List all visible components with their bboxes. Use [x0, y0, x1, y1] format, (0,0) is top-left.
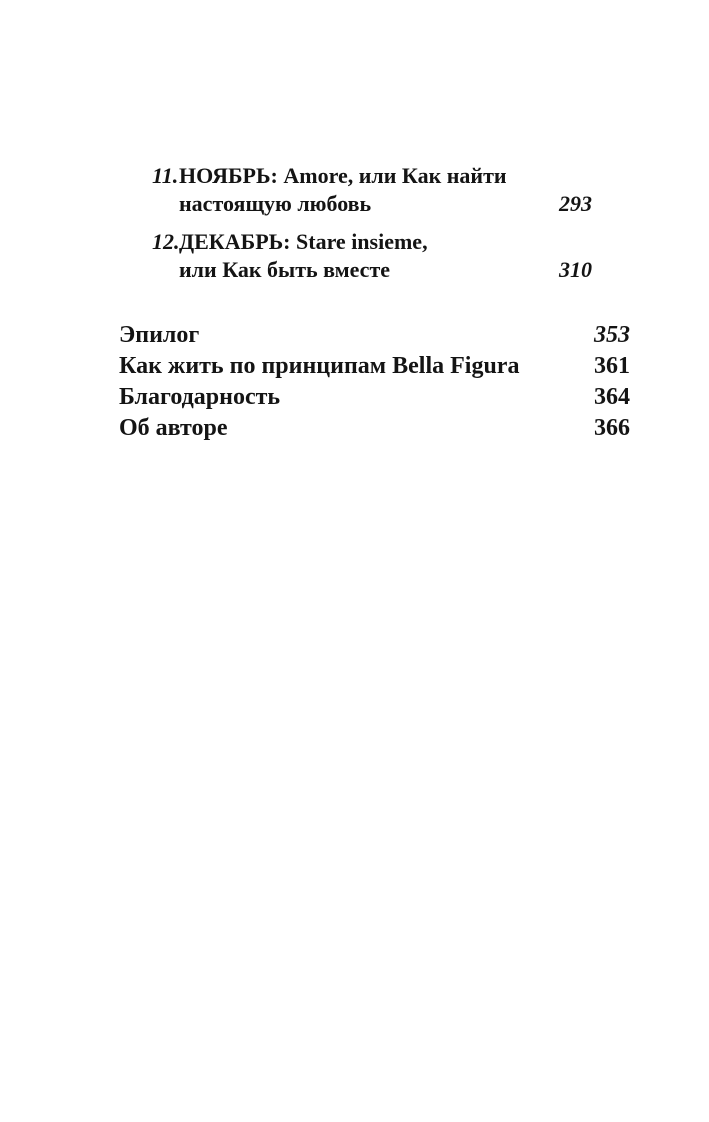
chapter-title-text: или Как быть вместе [179, 257, 391, 282]
chapter-title-continuation [152, 256, 592, 284]
chapter-title-text: НОЯБРЬ: Amore, или Как найти [179, 163, 507, 188]
toc-chapter-list [152, 162, 592, 284]
toc-entry-label: Об авторе [119, 415, 228, 441]
toc-entry [119, 320, 630, 351]
chapter-page-number: 310 [559, 257, 592, 282]
toc-entry-page: 361 [594, 353, 630, 379]
chapter-title-line [152, 162, 592, 190]
toc-chapter-entry [152, 228, 592, 284]
toc-entry-label: Как жить по принципам Bella Figura [119, 353, 520, 379]
chapter-title-continuation [152, 190, 592, 218]
toc-entry-page: 364 [594, 384, 630, 410]
toc-entry [119, 351, 630, 382]
toc-entry-label: Эпилог [119, 322, 200, 348]
toc-chapter-entry [152, 162, 592, 218]
toc-entry [119, 382, 630, 413]
chapter-title-line [152, 228, 592, 256]
toc-entry-page: 353 [594, 322, 630, 348]
toc-backmatter-list [119, 320, 630, 444]
chapter-title-text: ДЕКАБРЬ: Stare insieme, [179, 229, 428, 254]
chapter-number: 11. [152, 163, 179, 188]
toc-entry-page: 366 [594, 415, 630, 441]
chapter-number: 12. [152, 229, 180, 254]
chapter-title-text: настоящую любовь [179, 191, 372, 216]
chapter-page-number: 293 [559, 191, 592, 216]
toc-entry-label: Благодарность [119, 384, 281, 410]
toc-entry [119, 413, 630, 444]
